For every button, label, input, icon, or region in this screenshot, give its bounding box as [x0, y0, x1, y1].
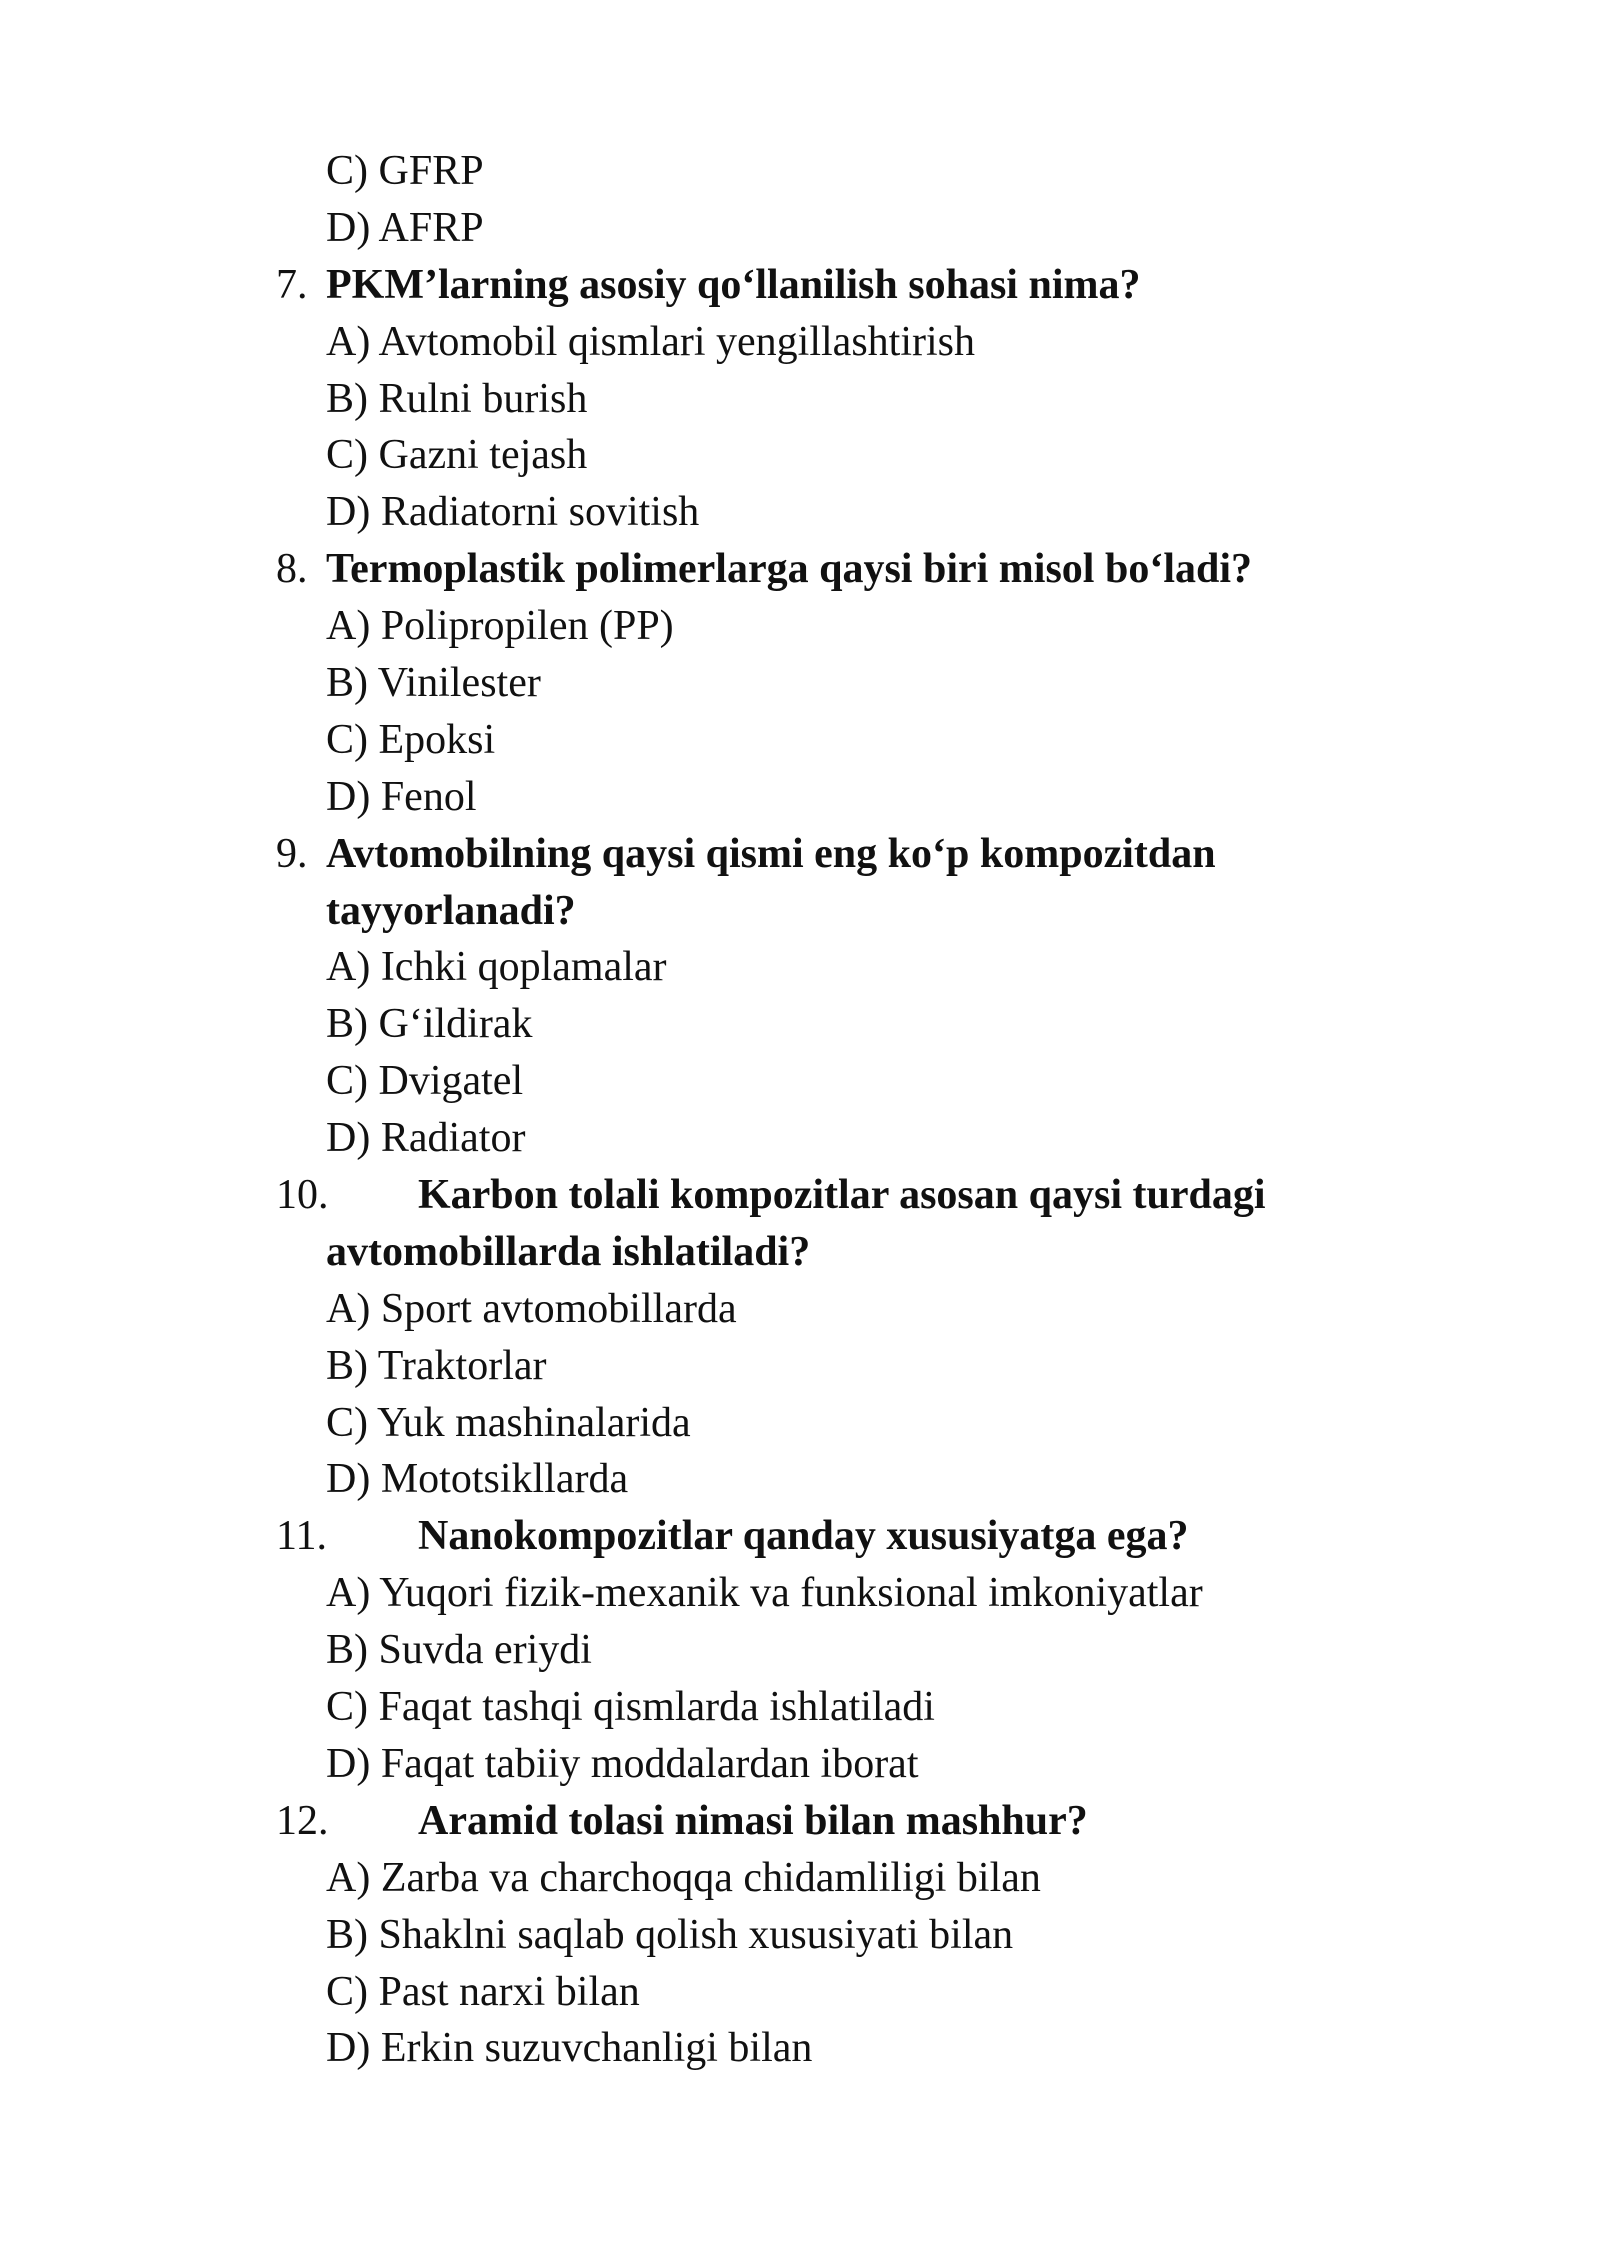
question-text: Nanokompozitlar qanday xususiyatga ega?	[418, 1513, 1189, 1560]
option-line: B) G‘ildirak	[326, 1001, 533, 1048]
option-line: A) Polipropilen (PP)	[326, 603, 674, 650]
question-number: 7.	[276, 261, 308, 308]
question-text: PKM’larning asosiy qo‘llanilish sohasi nima?	[326, 261, 1141, 308]
option-line: A) Yuqori fizik-mexanik va funksional imkoniyatlar	[326, 1570, 1203, 1617]
question-text: Termoplastik polimerlarga qaysi biri misol bo‘ladi?	[326, 546, 1253, 593]
question-text-continuation: avtomobillarda ishlatiladi?	[326, 1228, 811, 1275]
option-line: B) Rulni burish	[326, 375, 588, 422]
question-line	[0, 541, 1600, 598]
question-text: Karbon tolali kompozitlar asosan qaysi turdagi	[418, 1172, 1266, 1219]
question-number: 12.	[276, 1797, 329, 1844]
question-number: 11.	[276, 1513, 327, 1560]
option-line: B) Shaklni saqlab qolish xususiyati bilan	[326, 1911, 1014, 1958]
option-line: A) Avtomobil qismlari yengillashtirish	[326, 318, 976, 365]
option-line: D) Radiator	[326, 1115, 526, 1162]
question-text: Aramid tolasi nimasi bilan mashhur?	[418, 1797, 1088, 1844]
option-line: C) Epoksi	[326, 716, 496, 763]
question-line	[0, 1793, 1600, 1850]
option-line: A) Zarba va charchoqqa chidamliligi bilan	[326, 1854, 1041, 1901]
option-line: D) Radiatorni sovitish	[326, 489, 700, 536]
question-number: 10.	[276, 1172, 329, 1219]
option-line: D) Faqat tabiiy moddalardan iborat	[326, 1740, 919, 1787]
question-number: 8.	[276, 546, 308, 593]
option-line: B) Suvda eriydi	[326, 1627, 592, 1674]
option-line: A) Sport avtomobillarda	[326, 1285, 737, 1332]
option-line: D) Erkin suzuvchanligi bilan	[326, 2025, 813, 2072]
question-line	[0, 1167, 1600, 1224]
question-text: Avtomobilning qaysi qismi eng ko‘p kompozitdan	[326, 830, 1216, 877]
option-line: B) Vinilester	[326, 660, 541, 707]
option-line: D) Fenol	[326, 773, 477, 820]
option-line: C) Gazni tejash	[326, 432, 588, 479]
option-line: C) Past narxi bilan	[326, 1968, 640, 2015]
question-number: 9.	[276, 830, 308, 877]
option-line: C) Faqat tashqi qismlarda ishlatiladi	[326, 1684, 935, 1731]
option-line: C) GFRP	[326, 148, 484, 194]
question-line	[0, 826, 1600, 883]
question-line	[0, 1508, 1600, 1565]
option-line: C) Dvigatel	[326, 1058, 524, 1105]
option-line: D) Mototsikllarda	[326, 1456, 629, 1503]
question-line	[0, 257, 1600, 314]
option-line: B) Traktorlar	[326, 1342, 547, 1389]
option-line: C) Yuk mashinalarida	[326, 1399, 691, 1446]
document-page	[0, 143, 1600, 2077]
question-text-continuation: tayyorlanadi?	[326, 887, 576, 934]
option-line: D) AFRP	[326, 204, 484, 251]
option-line: A) Ichki qoplamalar	[326, 944, 667, 991]
